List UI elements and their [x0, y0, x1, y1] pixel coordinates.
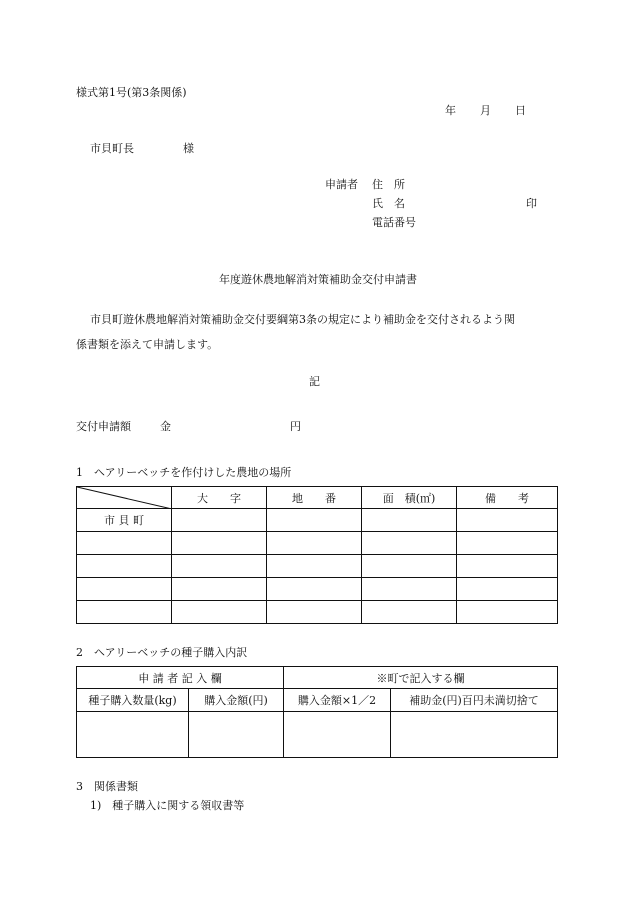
ki-mark: 記 [309, 375, 320, 388]
oaza-input-cell[interactable] [172, 532, 267, 555]
date-day: 日 [515, 104, 526, 117]
land-location-table [76, 486, 558, 624]
section2-heading: 2 ヘアリーベッチの種子購入内訳 [76, 646, 248, 659]
chiban-input-cell[interactable] [267, 601, 362, 624]
header-seed-quantity: 種子購入数量(kg) [77, 689, 189, 712]
town-name-cell: 市 貝 町 [77, 509, 172, 532]
header-chiban: 地 番 [267, 487, 362, 509]
table-row [77, 712, 558, 758]
remarks-input-cell[interactable] [457, 555, 558, 578]
seed-quantity-input-cell[interactable] [77, 712, 189, 758]
amount-yen: 円 [290, 420, 301, 433]
phone-label: 電話番号 [372, 216, 416, 229]
header-purchase-amount: 購入金額(円) [189, 689, 284, 712]
town-entry-header: ※町で記入する欄 [284, 667, 558, 689]
body-text-line1: 市貝町遊休農地解消対策補助金交付要綱第3条の規定により補助金を交付されるよう関 [90, 313, 515, 326]
oaza-input-cell[interactable] [172, 578, 267, 601]
area-input-cell[interactable] [362, 555, 457, 578]
chiban-input-cell[interactable] [267, 509, 362, 532]
half-amount-cell[interactable] [284, 712, 391, 758]
remarks-input-cell[interactable] [457, 601, 558, 624]
applicant-label: 申請者 [325, 178, 358, 191]
applicant-entry-header: 申 請 者 記 入 欄 [77, 667, 284, 689]
form-number: 様式第1号(第3条関係) [76, 86, 187, 99]
area-input-cell[interactable] [362, 509, 457, 532]
header-half-amount: 購入金額×1／2 [284, 689, 391, 712]
header-subsidy-amount: 補助金(円)百円未満切捨て [391, 689, 558, 712]
header-remarks: 備 考 [457, 487, 558, 509]
chiban-input-cell[interactable] [267, 555, 362, 578]
table-row [77, 555, 558, 578]
header-oaza: 大 字 [172, 487, 267, 509]
section3-heading: 3 関係書類 [76, 780, 138, 793]
diagonal-header-cell [77, 487, 172, 509]
subsidy-amount-cell[interactable] [391, 712, 558, 758]
addressee-mayor: 市貝町長 [90, 142, 134, 155]
amount-kin: 金 [160, 420, 171, 433]
chiban-input-cell[interactable] [267, 532, 362, 555]
table-row [77, 532, 558, 555]
table-row [77, 601, 558, 624]
oaza-input-cell[interactable] [172, 555, 267, 578]
remarks-input-cell[interactable] [457, 532, 558, 555]
date-year: 年 [445, 104, 456, 117]
date-month: 月 [480, 104, 491, 117]
town-cell[interactable] [77, 601, 172, 624]
remarks-input-cell[interactable] [457, 509, 558, 532]
table-row [77, 578, 558, 601]
area-input-cell[interactable] [362, 578, 457, 601]
seed-purchase-table [76, 666, 558, 758]
remarks-input-cell[interactable] [457, 578, 558, 601]
addressee-honorific: 様 [183, 142, 194, 155]
header-area: 面 積(㎡) [362, 487, 457, 509]
area-input-cell[interactable] [362, 532, 457, 555]
address-label: 住 所 [372, 178, 405, 191]
town-cell[interactable] [77, 578, 172, 601]
section3-item1: 1) 種子購入に関する領収書等 [90, 799, 245, 812]
chiban-input-cell[interactable] [267, 578, 362, 601]
town-cell[interactable] [77, 555, 172, 578]
oaza-input-cell[interactable] [172, 601, 267, 624]
area-input-cell[interactable] [362, 601, 457, 624]
document-title: 年度遊休農地解消対策補助金交付申請書 [219, 273, 417, 286]
body-text-line2: 係書類を添えて申請します。 [76, 338, 219, 351]
table-row [77, 509, 558, 532]
amount-label: 交付申請額 [76, 420, 131, 433]
oaza-input-cell[interactable] [172, 509, 267, 532]
town-cell[interactable] [77, 532, 172, 555]
seal-mark: 印 [526, 197, 537, 210]
purchase-amount-input-cell[interactable] [189, 712, 284, 758]
name-label: 氏 名 [372, 197, 405, 210]
section1-heading: 1 ヘアリーベッチを作付けした農地の場所 [76, 466, 292, 479]
